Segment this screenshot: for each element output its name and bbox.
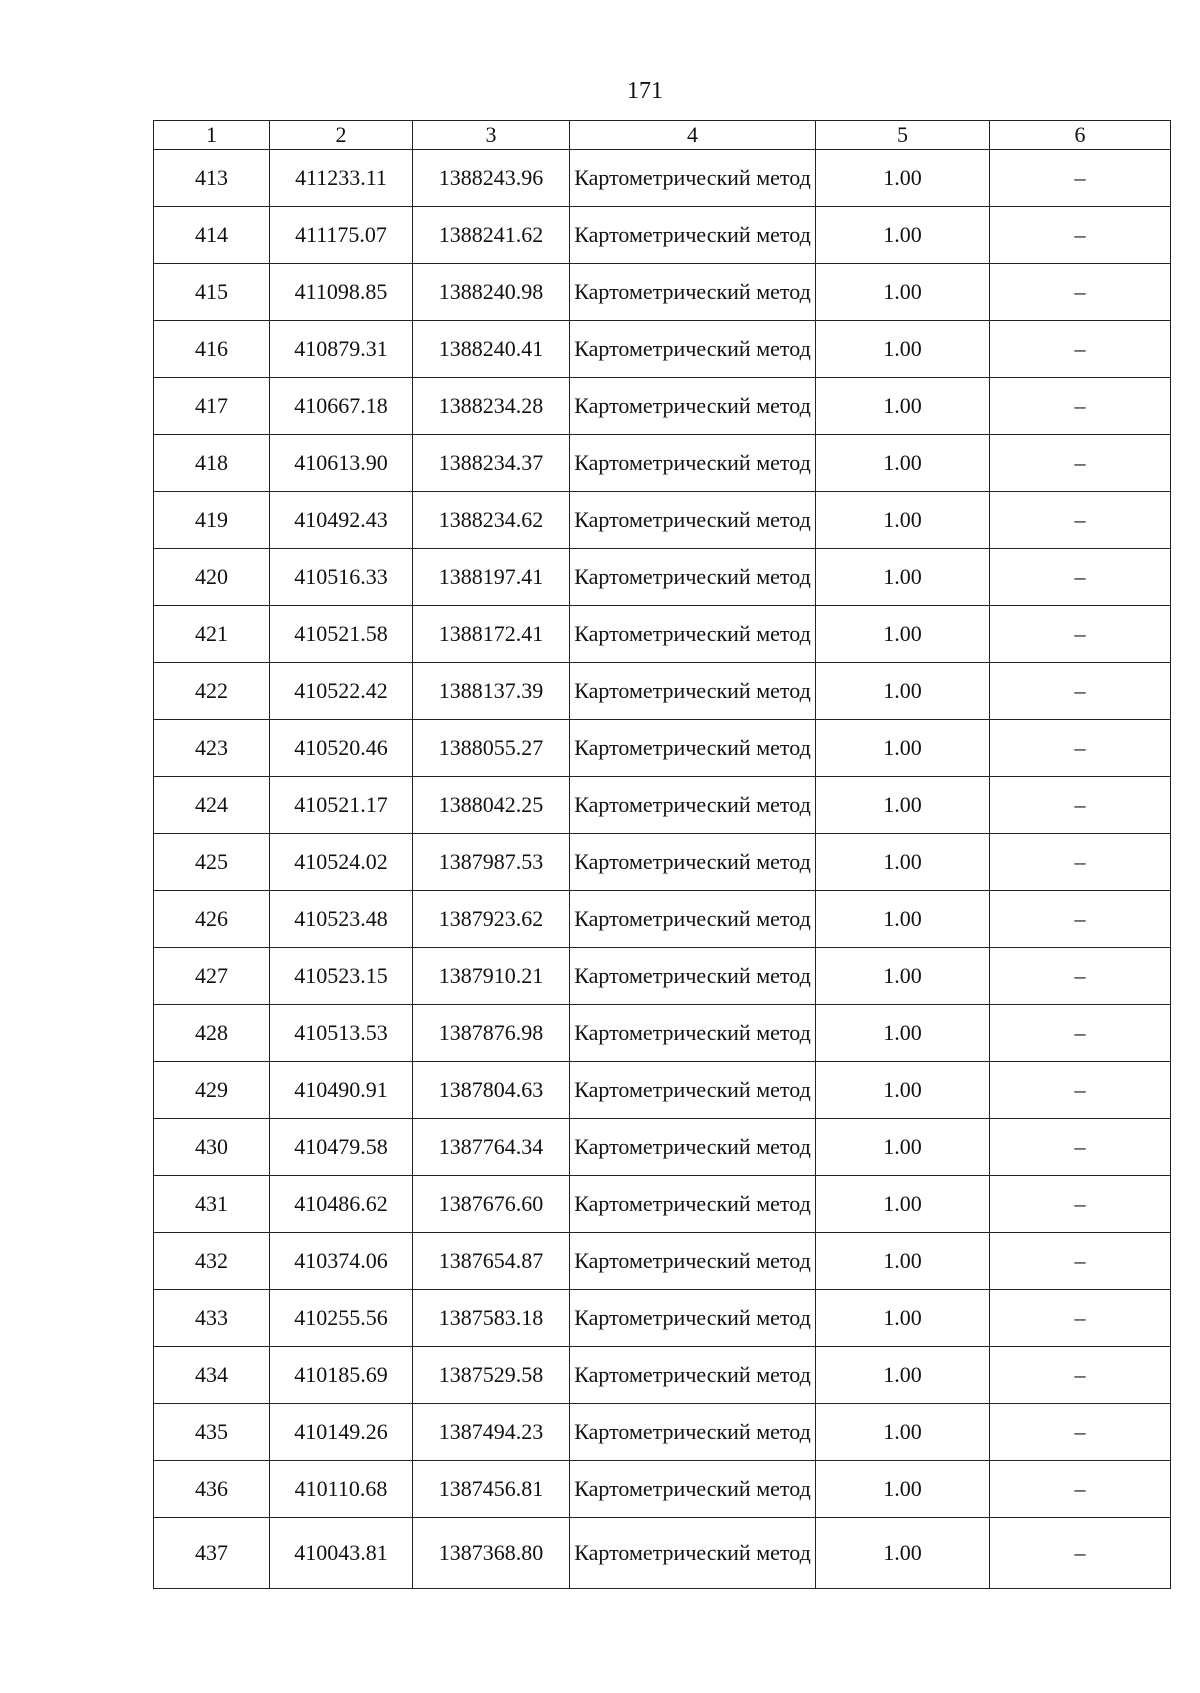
- x-coordinate-cell: 410513.53: [270, 1005, 413, 1062]
- x-coordinate-cell: 410523.15: [270, 948, 413, 1005]
- x-coordinate-cell: 410374.06: [270, 1233, 413, 1290]
- table-row: [154, 1119, 1171, 1176]
- x-coordinate-cell: 410185.69: [270, 1347, 413, 1404]
- accuracy-cell: 1.00: [816, 891, 990, 948]
- accuracy-cell: 1.00: [816, 1347, 990, 1404]
- table-row: [154, 834, 1171, 891]
- y-coordinate-cell: 1388137.39: [413, 663, 570, 720]
- note-cell: –: [990, 207, 1171, 264]
- table-row: [154, 1062, 1171, 1119]
- header-cell: 5: [816, 121, 990, 150]
- note-cell: –: [990, 1176, 1171, 1233]
- method-cell: Картометрический метод: [570, 1290, 816, 1347]
- x-coordinate-cell: 410110.68: [270, 1461, 413, 1518]
- point-number-cell: 427: [154, 948, 270, 1005]
- method-cell: Картометрический метод: [570, 1404, 816, 1461]
- method-cell: Картометрический метод: [570, 948, 816, 1005]
- method-cell: Картометрический метод: [570, 1233, 816, 1290]
- x-coordinate-cell: 410255.56: [270, 1290, 413, 1347]
- note-cell: –: [990, 378, 1171, 435]
- y-coordinate-cell: 1388241.62: [413, 207, 570, 264]
- y-coordinate-cell: 1387987.53: [413, 834, 570, 891]
- y-coordinate-cell: 1388234.28: [413, 378, 570, 435]
- method-cell: Картометрический метод: [570, 777, 816, 834]
- method-cell: Картометрический метод: [570, 150, 816, 207]
- accuracy-cell: 1.00: [816, 378, 990, 435]
- x-coordinate-cell: 410492.43: [270, 492, 413, 549]
- y-coordinate-cell: 1387368.80: [413, 1518, 570, 1589]
- table-row: [154, 435, 1171, 492]
- table-row: [154, 264, 1171, 321]
- table-row: [154, 606, 1171, 663]
- note-cell: –: [990, 1005, 1171, 1062]
- point-number-cell: 428: [154, 1005, 270, 1062]
- y-coordinate-cell: 1387923.62: [413, 891, 570, 948]
- accuracy-cell: 1.00: [816, 264, 990, 321]
- page-number: 171: [627, 78, 663, 104]
- point-number-cell: 434: [154, 1347, 270, 1404]
- point-number-cell: 416: [154, 321, 270, 378]
- table-row: [154, 948, 1171, 1005]
- method-cell: Картометрический метод: [570, 207, 816, 264]
- x-coordinate-cell: 410149.26: [270, 1404, 413, 1461]
- note-cell: –: [990, 492, 1171, 549]
- point-number-cell: 437: [154, 1518, 270, 1589]
- x-coordinate-cell: 410490.91: [270, 1062, 413, 1119]
- y-coordinate-cell: 1387676.60: [413, 1176, 570, 1233]
- point-number-cell: 424: [154, 777, 270, 834]
- y-coordinate-cell: 1388197.41: [413, 549, 570, 606]
- y-coordinate-cell: 1388240.41: [413, 321, 570, 378]
- accuracy-cell: 1.00: [816, 720, 990, 777]
- y-coordinate-cell: 1388042.25: [413, 777, 570, 834]
- note-cell: –: [990, 1290, 1171, 1347]
- note-cell: –: [990, 1119, 1171, 1176]
- point-number-cell: 432: [154, 1233, 270, 1290]
- table-row: [154, 1233, 1171, 1290]
- point-number-cell: 431: [154, 1176, 270, 1233]
- table-row: [154, 1518, 1171, 1589]
- method-cell: Картометрический метод: [570, 1176, 816, 1233]
- method-cell: Картометрический метод: [570, 606, 816, 663]
- note-cell: –: [990, 891, 1171, 948]
- method-cell: Картометрический метод: [570, 891, 816, 948]
- accuracy-cell: 1.00: [816, 549, 990, 606]
- note-cell: –: [990, 150, 1171, 207]
- note-cell: –: [990, 321, 1171, 378]
- header-cell: 4: [570, 121, 816, 150]
- method-cell: Картометрический метод: [570, 321, 816, 378]
- point-number-cell: 429: [154, 1062, 270, 1119]
- table-row: [154, 1404, 1171, 1461]
- y-coordinate-cell: 1388240.98: [413, 264, 570, 321]
- method-cell: Картометрический метод: [570, 264, 816, 321]
- accuracy-cell: 1.00: [816, 1290, 990, 1347]
- table-row: [154, 207, 1171, 264]
- point-number-cell: 415: [154, 264, 270, 321]
- point-number-cell: 417: [154, 378, 270, 435]
- x-coordinate-cell: 410524.02: [270, 834, 413, 891]
- method-cell: Картометрический метод: [570, 663, 816, 720]
- header-cell: 2: [270, 121, 413, 150]
- point-number-cell: 426: [154, 891, 270, 948]
- note-cell: –: [990, 606, 1171, 663]
- y-coordinate-cell: 1387804.63: [413, 1062, 570, 1119]
- y-coordinate-cell: 1387494.23: [413, 1404, 570, 1461]
- point-number-cell: 423: [154, 720, 270, 777]
- method-cell: Картометрический метод: [570, 1461, 816, 1518]
- accuracy-cell: 1.00: [816, 1119, 990, 1176]
- table-row: [154, 1347, 1171, 1404]
- accuracy-cell: 1.00: [816, 150, 990, 207]
- table-row: [154, 777, 1171, 834]
- x-coordinate-cell: 410667.18: [270, 378, 413, 435]
- accuracy-cell: 1.00: [816, 321, 990, 378]
- x-coordinate-cell: 410516.33: [270, 549, 413, 606]
- note-cell: –: [990, 834, 1171, 891]
- point-number-cell: 421: [154, 606, 270, 663]
- x-coordinate-cell: 411098.85: [270, 264, 413, 321]
- note-cell: –: [990, 948, 1171, 1005]
- header-row: [154, 121, 1171, 150]
- header-cell: 6: [990, 121, 1171, 150]
- x-coordinate-cell: 410879.31: [270, 321, 413, 378]
- accuracy-cell: 1.00: [816, 1176, 990, 1233]
- table-row: [154, 1461, 1171, 1518]
- accuracy-cell: 1.00: [816, 606, 990, 663]
- note-cell: –: [990, 720, 1171, 777]
- accuracy-cell: 1.00: [816, 1062, 990, 1119]
- table-body: [154, 121, 1171, 1589]
- point-number-cell: 436: [154, 1461, 270, 1518]
- note-cell: –: [990, 435, 1171, 492]
- accuracy-cell: 1.00: [816, 663, 990, 720]
- x-coordinate-cell: 410479.58: [270, 1119, 413, 1176]
- method-cell: Картометрический метод: [570, 378, 816, 435]
- accuracy-cell: 1.00: [816, 1404, 990, 1461]
- point-number-cell: 430: [154, 1119, 270, 1176]
- accuracy-cell: 1.00: [816, 435, 990, 492]
- point-number-cell: 414: [154, 207, 270, 264]
- note-cell: –: [990, 1347, 1171, 1404]
- table-row: [154, 891, 1171, 948]
- accuracy-cell: 1.00: [816, 948, 990, 1005]
- note-cell: –: [990, 1233, 1171, 1290]
- note-cell: –: [990, 1461, 1171, 1518]
- x-coordinate-cell: 410613.90: [270, 435, 413, 492]
- table-row: [154, 378, 1171, 435]
- point-number-cell: 425: [154, 834, 270, 891]
- x-coordinate-cell: 410520.46: [270, 720, 413, 777]
- note-cell: –: [990, 1404, 1171, 1461]
- coordinates-table: [153, 120, 1171, 1589]
- table-row: [154, 492, 1171, 549]
- accuracy-cell: 1.00: [816, 492, 990, 549]
- x-coordinate-cell: 410521.58: [270, 606, 413, 663]
- y-coordinate-cell: 1388234.62: [413, 492, 570, 549]
- y-coordinate-cell: 1388243.96: [413, 150, 570, 207]
- x-coordinate-cell: 410521.17: [270, 777, 413, 834]
- point-number-cell: 413: [154, 150, 270, 207]
- accuracy-cell: 1.00: [816, 834, 990, 891]
- table-row: [154, 321, 1171, 378]
- y-coordinate-cell: 1388172.41: [413, 606, 570, 663]
- accuracy-cell: 1.00: [816, 207, 990, 264]
- point-number-cell: 422: [154, 663, 270, 720]
- note-cell: –: [990, 663, 1171, 720]
- method-cell: Картометрический метод: [570, 1062, 816, 1119]
- note-cell: –: [990, 264, 1171, 321]
- x-coordinate-cell: 410043.81: [270, 1518, 413, 1589]
- method-cell: Картометрический метод: [570, 1518, 816, 1589]
- accuracy-cell: 1.00: [816, 1518, 990, 1589]
- point-number-cell: 435: [154, 1404, 270, 1461]
- y-coordinate-cell: 1387654.87: [413, 1233, 570, 1290]
- y-coordinate-cell: 1387876.98: [413, 1005, 570, 1062]
- accuracy-cell: 1.00: [816, 1233, 990, 1290]
- note-cell: –: [990, 1518, 1171, 1589]
- point-number-cell: 419: [154, 492, 270, 549]
- x-coordinate-cell: 410523.48: [270, 891, 413, 948]
- point-number-cell: 418: [154, 435, 270, 492]
- table-row: [154, 549, 1171, 606]
- method-cell: Картометрический метод: [570, 549, 816, 606]
- y-coordinate-cell: 1388234.37: [413, 435, 570, 492]
- method-cell: Картометрический метод: [570, 492, 816, 549]
- x-coordinate-cell: 410486.62: [270, 1176, 413, 1233]
- point-number-cell: 420: [154, 549, 270, 606]
- header-cell: 3: [413, 121, 570, 150]
- note-cell: –: [990, 777, 1171, 834]
- note-cell: –: [990, 1062, 1171, 1119]
- x-coordinate-cell: 410522.42: [270, 663, 413, 720]
- y-coordinate-cell: 1387529.58: [413, 1347, 570, 1404]
- y-coordinate-cell: 1388055.27: [413, 720, 570, 777]
- header-cell: 1: [154, 121, 270, 150]
- table-row: [154, 150, 1171, 207]
- method-cell: Картометрический метод: [570, 720, 816, 777]
- table-row: [154, 1005, 1171, 1062]
- y-coordinate-cell: 1387764.34: [413, 1119, 570, 1176]
- table-row: [154, 720, 1171, 777]
- y-coordinate-cell: 1387583.18: [413, 1290, 570, 1347]
- accuracy-cell: 1.00: [816, 1005, 990, 1062]
- table-row: [154, 1290, 1171, 1347]
- accuracy-cell: 1.00: [816, 777, 990, 834]
- x-coordinate-cell: 411175.07: [270, 207, 413, 264]
- method-cell: Картометрический метод: [570, 1119, 816, 1176]
- method-cell: Картометрический метод: [570, 1005, 816, 1062]
- method-cell: Картометрический метод: [570, 435, 816, 492]
- accuracy-cell: 1.00: [816, 1461, 990, 1518]
- note-cell: –: [990, 549, 1171, 606]
- point-number-cell: 433: [154, 1290, 270, 1347]
- y-coordinate-cell: 1387456.81: [413, 1461, 570, 1518]
- y-coordinate-cell: 1387910.21: [413, 948, 570, 1005]
- method-cell: Картометрический метод: [570, 834, 816, 891]
- table-row: [154, 1176, 1171, 1233]
- method-cell: Картометрический метод: [570, 1347, 816, 1404]
- x-coordinate-cell: 411233.11: [270, 150, 413, 207]
- table-row: [154, 663, 1171, 720]
